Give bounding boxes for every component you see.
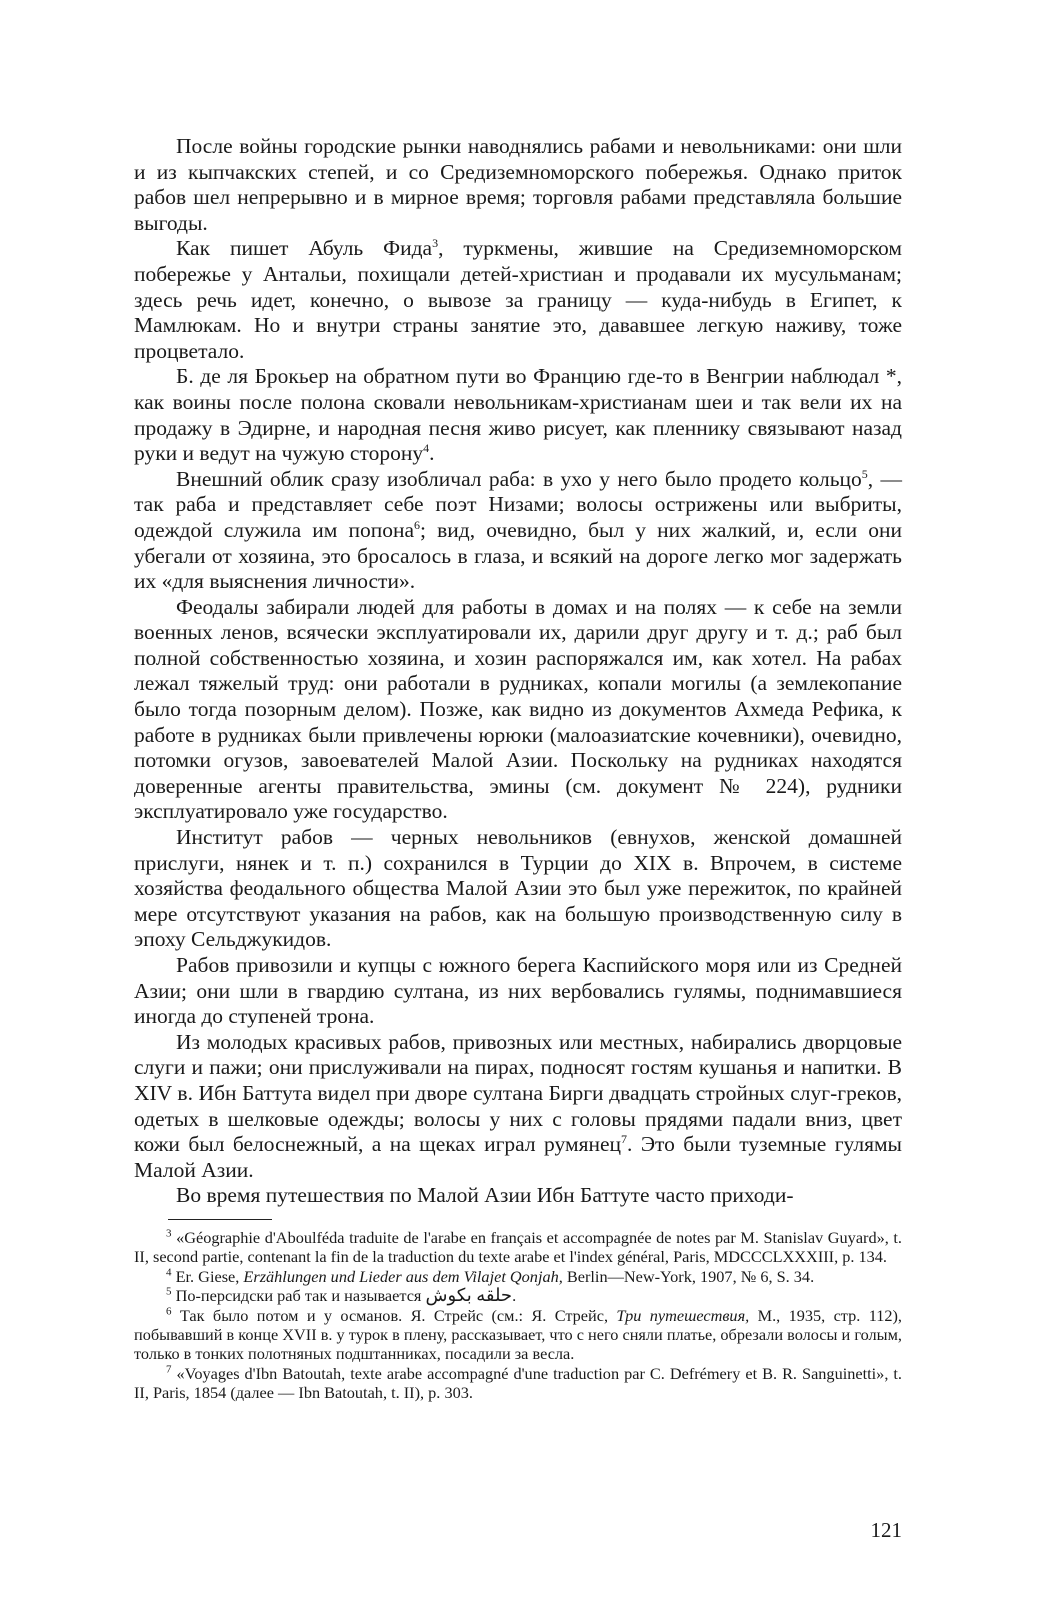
paragraph-9: Во время путешествия по Малой Азии Ибн Баттуте часто приходи- [176,1183,794,1208]
main-text [134,134,902,1209]
footnote-6: $^6$ Так было потом и у османов. Я. Стрейс (см.: Я. Стрейс, Три путешествия, М., 1935, стр. 112), побывавший в конце XVII в. у турок в плену, рассказывает, что с него сняли платье, обрезали волосы и голым, только в тонких полотняных подштанниках, посадили за весла. [134,1305,902,1364]
paragraph-8: Из молодых красивых рабов, привозных или местных, набирались дворцовые слуги и пажи; они прислуживали на пирах, подносят гостям кушанья и напитки. В XIV в. Ибн Баттута видел при дворе султана Бирги двадцать стройных слуг-греков, одетых в шелковые одежды; волосы у них с головы прядями падали вниз, цвет кожи был белоснежный, а на щеках играл румянец$^7$. Это были туземные гулямы Малой Азии. [134,1029,903,1182]
footnote-3: $^3$ «Géographie d'Aboulféda traduite de l'arabe en français et accompagnée de notes par M. Stanislav Guyard», t. II, second partie, contenant la fin de la traduction du texte arabe et l'index général, Paris, MDCCCLXXXIII, p. 134. [134,1227,902,1267]
paragraph-6: Институт рабов — черных невольников (евнухов, женской домашней прислуги, нянек и т. п.) сохранился в Турции до XIX в. Впрочем, в системе хозяйства феодального общества Малой Азии это был уже пережиток, по крайней мере отсутствуют указания на рабов, как на большую производственную силу в эпоху Сельджукидов. [134,825,902,952]
paragraph-2: Как пишет Абуль Фида$^3$, туркмены, жившие на Средиземноморском побережье у Антальи, похищали детей-христиан и продавали их мусульманам; здесь речь идет, конечно, о вывозе за границу — куда-нибудь в Египет, к Мамлюкам. Но и внутри страны занятие это, дававшее легкую наживу, тоже процветало. [134,236,902,363]
footnote-ref-5[interactable]: 5 [861,466,868,481]
paragraph-7: Рабов привозили и купцы с южного берега Каспийского моря или из Средней Азии; они шли в гвардию султана, из них вербовались гулямы, поднимавшиеся иногда до ступеней трона. [134,953,902,1029]
footnote-ref-6[interactable]: 6 [414,517,421,532]
page-number: 121 [870,1518,902,1542]
paragraph-5: Феодалы забирали людей для работы в домах и на полях — к себе на земли военных ленов, всячески эксплуатировали их, дарили друг другу и т. д.; раб был полной собственностью хозяина, и хозин распоряжался им, как хотел. На рабах лежал тяжелый труд: они работали в рудниках, копали могилы (а землекопание было тогда позорным делом). Позже, как видно из документов Ахмеда Рефика, к работе в рудниках были привлечены юрюки (малоазиатские кочевники), очевидно, потомки огузов, завоевателей Малой Азии. Поскольку на рудниках находятся доверенные агенты правительства, эмины (см. документ № 224), рудники эксплуатировало уже государство. [134,594,902,824]
footnote-7: $^7$ «Voyages d'Ibn Batoutah, texte arabe accompagné d'une traduction par C. Defrémery et B. R. Sanguinetti», t. II, Paris, 1854 (далее — Ibn Batoutah, t. II), p. 303. [134,1363,902,1403]
footnote-ref-4[interactable]: 4 [423,440,430,455]
footnote-ref-7[interactable]: 7 [621,1132,628,1146]
paragraph-4: Внешний облик сразу изобличал раба: в ухо у него было продето кольцо$^5$, — так раба и представляет себе поэт Низами; волосы острижены или выбриты, одеждой служила им попона$^6$; вид, очевидно, был у них жалкий, и, если они убегали от хозяина, это бросалось в глаза, и всякий на дороге легко мог задержать их «для выяснения личности». [134,466,902,594]
arabic-term: حلقه بكوش [425,1285,513,1306]
paragraph-3: Б. де ля Брокьер на обратном пути во Францию где-то в Венгрии наблюдал *, как воины после полона сковали невольникам-христианам шеи и так вели их на продажу в Эдирне, и народная песня живо рисует, как пленнику связывают назад руки и ведут на чужую сторону$^4$. [134,364,902,466]
footnote-5: $^5$ По-персидски раб так и называется حلقه بكوش. [166,1285,517,1306]
footnote-divider [168,1219,272,1220]
footnote-4: $^4$ Er. Giese, Erzählungen und Lieder aus dem Vilajet Qonjah, Berlin—New-York, 1907, № 6, S. 34. [166,1266,815,1286]
footnotes [134,1228,902,1403]
footnote-ref-3[interactable]: 3 [432,236,439,251]
paragraph-1: После войны городские рынки наводнялись рабами и невольниками: они шли и из кыпчакских степей, и со Средиземноморского побережья. Однако приток рабов шел непрерывно и в мирное время; торговля рабами представляла большие выгоды. [134,134,902,235]
